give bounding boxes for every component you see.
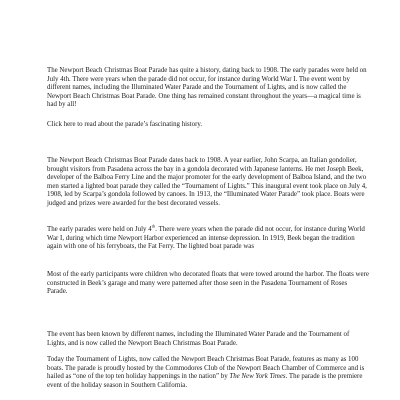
newspaper-title: The New York Times bbox=[229, 373, 286, 381]
today-text: Today the Tournament of Lights, now called the Newport Beach Christmas Boat Parade, features as many as 100 boats. The parade is proudly hosted by the Commodores Club of the Newport Beach Chamber of Commerce and is hailed as “one of the top ten holiday happenings in the nation” by bbox=[47, 356, 365, 381]
participants-paragraph: Most of the early participants were children who decorated floats that were towed around the harbor. The floats were constructed in Beek’s garage and many were patterned after those seen in the Pasadena Tournament of Roses Parade. bbox=[47, 271, 369, 296]
early-parades-text-continued: . There were years when the parade did not occur, for instance during World War I, during which time Newport Harbor experienced an intense depression. In 1919, Beek began the tradition again with one of his ferryboats, the Fat Ferry. The lighted boat parade was bbox=[47, 226, 365, 251]
history-origin-paragraph: The Newport Beach Christmas Boat Parade dates back to 1908. A year earlier, John Scarpa, an Italian gondolier, brought visitors from Pasadena across the bay in a gondola decorated with Japanese lanterns. He met Joseph Beek, developer of the Balboa Ferry Line and the major promoter for the early development of Balboa Island, and the two men started a lighted boat parade they called the “Tournament of Lights.” This inaugural event took place on July 4, 1908, led by Scarpa’s gondola followed by canoes. In 1913, the “Illuminated Water Parade” took place. Boats were judged and prizes were awarded for the best decorated vessels. bbox=[47, 157, 367, 207]
intro-paragraph: The Newport Beach Christmas Boat Parade has quite a history, dating back to 1908. The early parades were held on July 4th. There were years when the parade did not occur, for instance during World War I. The event went by different names, including the Illuminated Water Parade and the Tournament of Lights, and is now called the Newport Beach Christmas Boat Parade. One thing has remained constant throughout the years—a magical time is had by all! bbox=[47, 67, 367, 109]
event-names-paragraph: The event has been known by different names, including the Illuminated Water Parade and the Tournament of Lights, and is now called the Newport Beach Christmas Boat Parade. bbox=[47, 331, 350, 347]
today-text-continued: . The parade is the premiere event of the holiday season in Southern California. bbox=[47, 373, 363, 389]
read-history-link[interactable]: Click here to read about the parade’s fascinating history. bbox=[47, 121, 203, 128]
early-parades-text: The early parades were held on July 4 bbox=[47, 226, 152, 233]
early-parades-paragraph bbox=[47, 223, 369, 252]
history-link-paragraph bbox=[47, 121, 369, 130]
ordinal-suffix: th bbox=[151, 223, 156, 229]
today-paragraph bbox=[47, 356, 369, 390]
